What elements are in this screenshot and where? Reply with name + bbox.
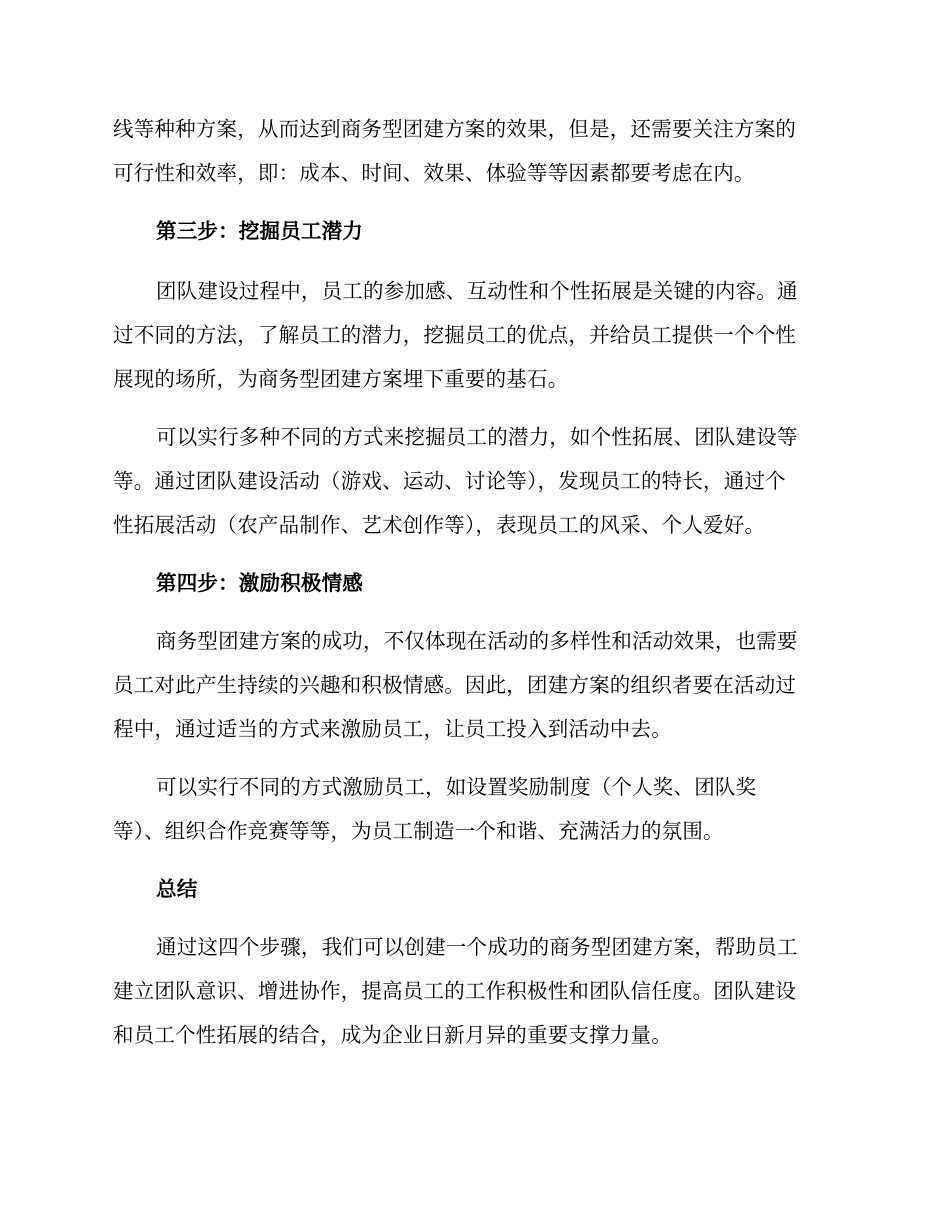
paragraph-line: 程中，通过适当的方式来激励员工，让员工投入到活动中去。 bbox=[113, 717, 672, 741]
paragraph-line: 和员工个性拓展的结合，成为企业日新月异的重要支撑力量。 bbox=[113, 1023, 672, 1047]
paragraph-line: 线等种种方案，从而达到商务型团建方案的效果，但是，还需要关注方案的 bbox=[113, 117, 797, 141]
paragraph-line: 展现的场所，为商务型团建方案埋下重要的基石。 bbox=[113, 367, 569, 391]
paragraph-line: 可以实行多种不同的方式来挖掘员工的潜力，如个性拓展、团队建设等 bbox=[156, 425, 798, 449]
paragraph-line: 商务型团建方案的成功，不仅体现在活动的多样性和活动效果，也需要 bbox=[156, 629, 798, 653]
paragraph-line: 等。通过团队建设活动（游戏、运动、讨论等），发现员工的特长，通过个 bbox=[113, 469, 786, 493]
paragraph-line: 可以实行不同的方式激励员工，如设置奖励制度（个人奖、团队奖 bbox=[156, 775, 757, 799]
section-heading-summary: 总结 bbox=[156, 877, 198, 901]
paragraph-line: 团队建设过程中，员工的参加感、互动性和个性拓展是关键的内容。通 bbox=[156, 279, 798, 303]
paragraph-line: 等）、组织合作竞赛等等，为员工制造一个和谐、充满活力的氛围。 bbox=[113, 819, 724, 843]
paragraph-line: 性拓展活动（农产品制作、艺术创作等），表现员工的风采、个人爱好。 bbox=[113, 513, 766, 537]
section-heading-step4: 第四步：激励积极情感 bbox=[156, 571, 363, 595]
paragraph-line: 可行性和效率，即：成本、时间、效果、体验等等因素都要考虑在内。 bbox=[113, 161, 755, 185]
paragraph-line: 过不同的方法，了解员工的潜力，挖掘员工的优点，并给员工提供一个个性 bbox=[113, 323, 797, 347]
section-heading-step3: 第三步：挖掘员工潜力 bbox=[156, 219, 363, 243]
paragraph-line: 建立团队意识、增进协作，提高员工的工作积极性和团队信任度。团队建设 bbox=[113, 979, 797, 1003]
paragraph-line: 员工对此产生持续的兴趣和积极情感。因此，团建方案的组织者要在活动过 bbox=[113, 673, 797, 697]
paragraph-line: 通过这四个步骤，我们可以创建一个成功的商务型团建方案，帮助员工 bbox=[156, 935, 798, 959]
